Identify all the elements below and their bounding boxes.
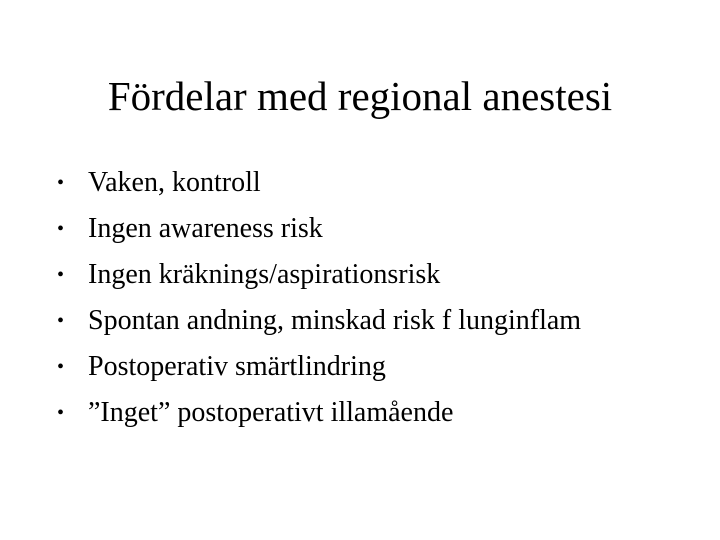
bullet-icon: • bbox=[57, 402, 65, 424]
bullet-text: Postoperativ smärtlindring bbox=[88, 351, 386, 382]
bullet-text: Ingen kräknings/aspirationsrisk bbox=[88, 259, 441, 290]
bullet-icon: • bbox=[57, 356, 65, 378]
bullet-text: Vaken, kontroll bbox=[88, 167, 261, 198]
bullet-icon: • bbox=[57, 310, 65, 332]
bullet-text: Ingen awareness risk bbox=[88, 213, 323, 244]
slide-title: Fördelar med regional anestesi bbox=[107, 73, 613, 119]
bullet-icon: • bbox=[57, 172, 65, 194]
bullet-icon: • bbox=[57, 218, 65, 240]
bullet-text: Spontan andning, minskad risk f lunginflam bbox=[88, 305, 582, 336]
bullet-text: ”Inget” postoperativt illamående bbox=[88, 397, 454, 428]
bullet-icon: • bbox=[57, 264, 65, 286]
